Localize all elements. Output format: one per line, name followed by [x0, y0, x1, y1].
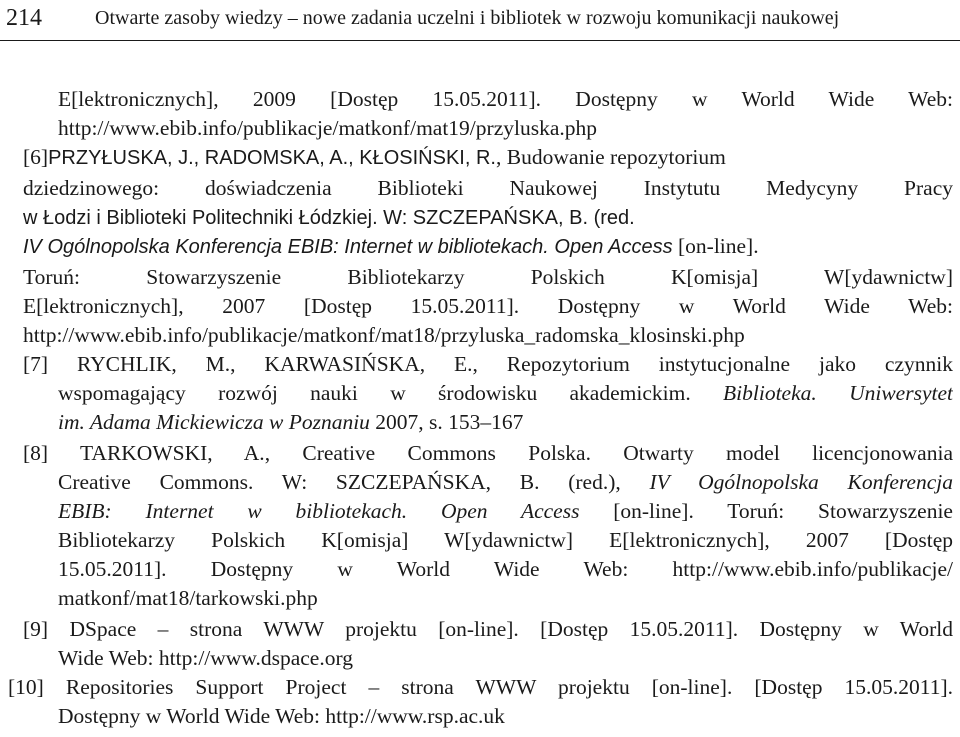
ref-7-line-3: im. Adama Mickiewicza w Poznaniu 2007, s. 153–167	[58, 410, 524, 434]
running-title: Otwarte zasoby wiedzy – nowe zadania uczelni i bibliotek w rozwoju komunikacji naukowej	[95, 7, 840, 29]
ref-6-line-3: w Łodzi i Biblioteki Politechniki Łódzkiej. W: SZCZEPAŃSKA, B. (red.	[23, 207, 635, 229]
ref-9-line-1: [9] DSpace – strona WWW projektu [on-line]. [Dostęp 15.05.2011]. Dostępny w World	[23, 617, 953, 641]
ref-8-authors: TARKOWSKI, A.	[80, 441, 265, 465]
ref-7-label: [7]	[23, 352, 77, 376]
ref-6-url: http://www.ebib.info/publikacje/matkonf/mat18/przyluska_radomska_klosinski.php	[23, 323, 745, 347]
ref-10-url: Dostępny w World Wide Web: http://www.rsp.ac.uk	[58, 704, 505, 728]
ref-9-url: Wide Web: http://www.dspace.org	[58, 646, 353, 670]
ref-7-line-1: [7] RYCHLIK, M., KARWASIŃSKA, E., Repozytorium instytucjonalne jako czynnik	[23, 352, 953, 376]
ref-8-line-5: 15.05.2011]. Dostępny w World Wide Web: http://www.ebib.info/publikacje/	[58, 557, 953, 581]
ref-8-line-3: EBIB: Internet w bibliotekach. Open Access [on-line]. Toruń: Stowarzyszenie	[58, 499, 953, 523]
ref-8-line-2: Creative Commons. W: SZCZEPAŃSKA, B. (red.), IV Ogólnopolska Konferencja	[58, 470, 953, 494]
ref-5-url: http://www.ebib.info/publikacje/matkonf/mat19/przyluska.php	[58, 116, 597, 140]
ref-8-line-1: [8] TARKOWSKI, A., Creative Commons Polska. Otwarty model licencjonowania	[23, 441, 953, 465]
ref-6-line-1: [6]PRZYŁUSKA, J., RADOMSKA, A., KŁOSIŃSKI, R., Budowanie repozytorium	[23, 142, 953, 172]
ref-6-line-6: E[lektronicznych], 2007 [Dostęp 15.05.2011]. Dostępny w World Wide Web:	[23, 294, 953, 318]
ref-6-authors: PRZYŁUSKA, J., RADOMSKA, A., KŁOSIŃSKI, R.	[48, 147, 496, 169]
ref-6-label: [6]	[23, 145, 49, 169]
ref-10-line-1: [10] Repositories Support Project – strona WWW projektu [on-line]. [Dostęp 15.05.2011].	[8, 675, 953, 699]
ref-6-conference: IV Ogólnopolska Konferencja EBIB: Internet w bibliotekach. Open Access	[23, 236, 673, 258]
page-number: 214	[6, 5, 42, 31]
page-header	[0, 0, 960, 41]
ref-7-authors: RYCHLIK, M., KARWASIŃSKA, E.	[76, 352, 473, 376]
ref-7-line-2: wspomagający rozwój nauki w środowisku akademickim. Biblioteka. Uniwersytet	[58, 381, 953, 405]
ref-8-label: [8]	[23, 441, 80, 465]
ref-6-line-2: dziedzinowego: doświadczenia Biblioteki Naukowej Instytutu Medycyny Pracy	[23, 176, 953, 200]
ref-5-line-1: E[lektronicznych], 2009 [Dostęp 15.05.2011]. Dostępny w World Wide Web:	[58, 87, 953, 111]
ref-6-line-4: IV Ogólnopolska Konferencja EBIB: Internet w bibliotekach. Open Access [on-line].	[23, 234, 759, 258]
ref-8-line-4: Bibliotekarzy Polskich K[omisja] W[ydawnictw] E[lektronicznych], 2007 [Dostęp	[58, 528, 953, 552]
ref-6-line-5: Toruń: Stowarzyszenie Bibliotekarzy Polskich K[omisja] W[ydawnictw]	[23, 265, 953, 289]
ref-7-journal: Biblioteka. Uniwersytet	[723, 381, 953, 405]
ref-8-url: matkonf/mat18/tarkowski.php	[58, 586, 318, 610]
